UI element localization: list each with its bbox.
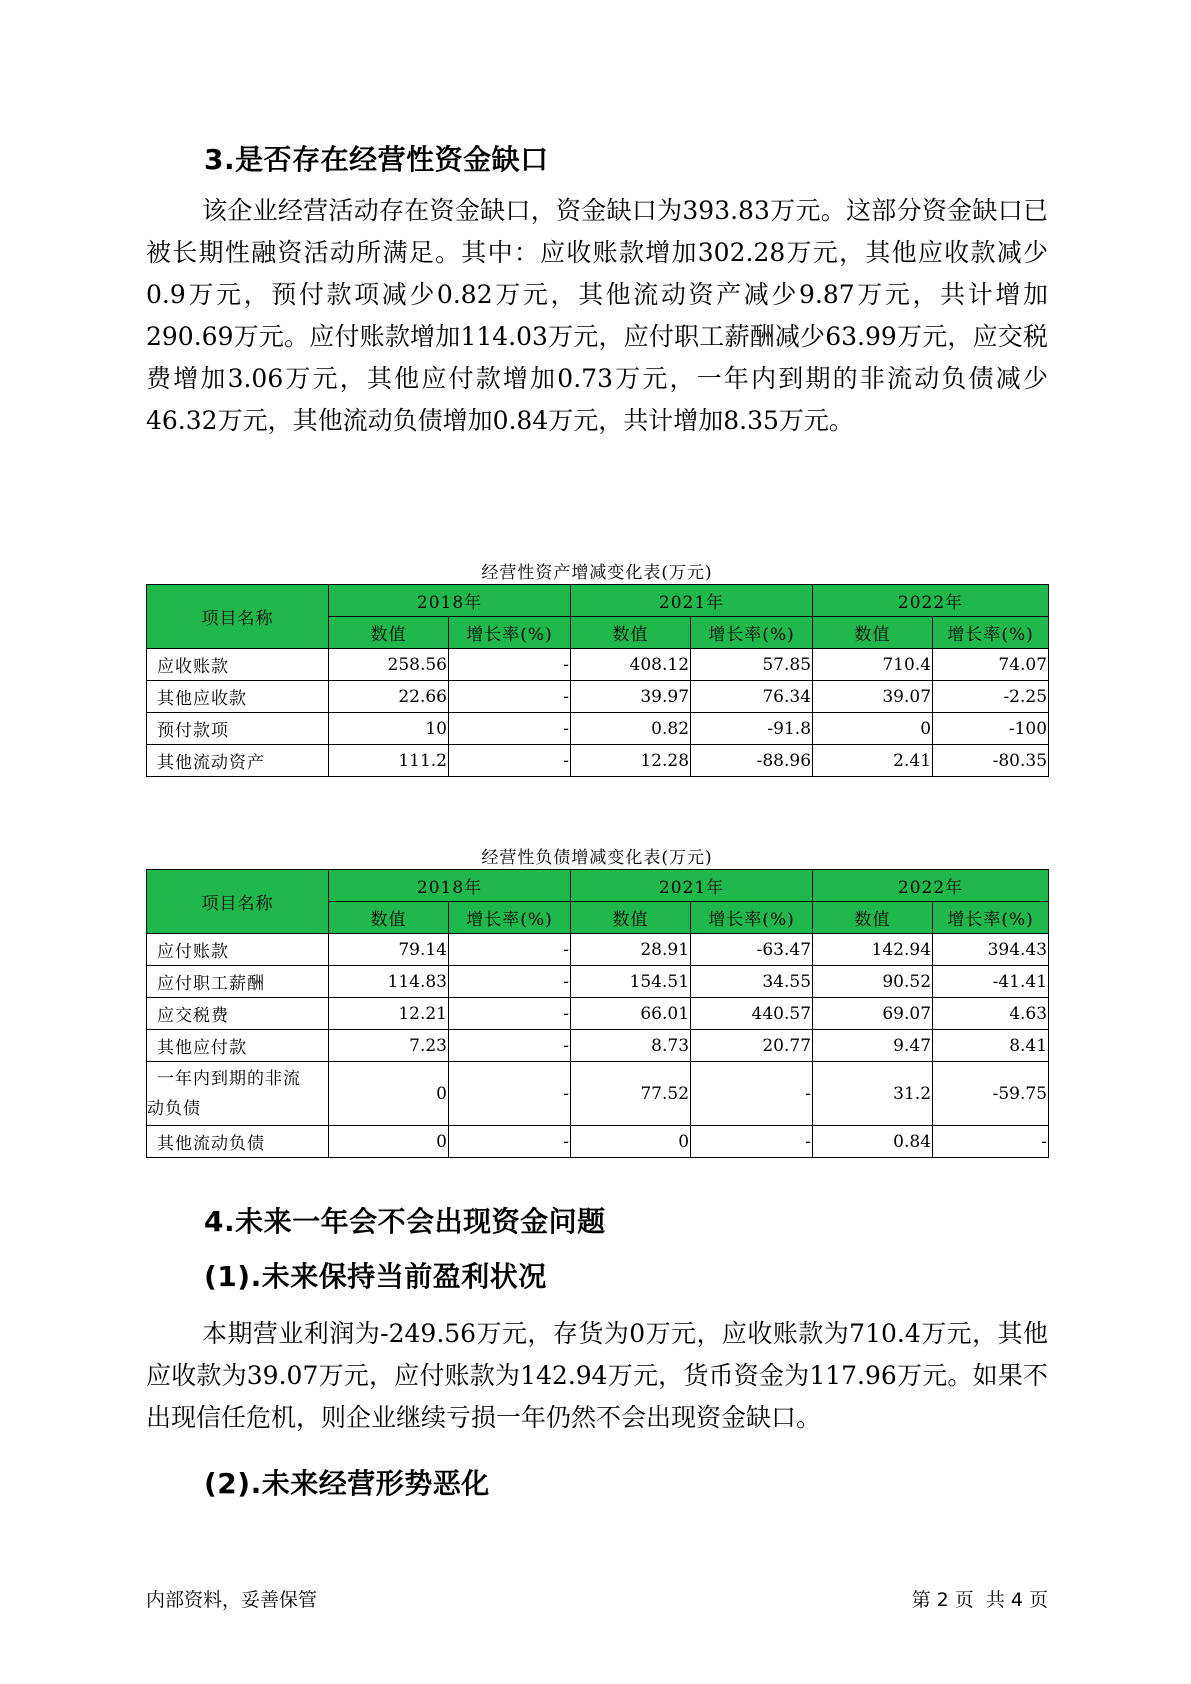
cell-value: 2.41 — [813, 745, 933, 777]
row-name: 预付款项 — [147, 713, 329, 745]
cell-value: 7.23 — [329, 1030, 449, 1062]
sub-value: 数值 — [329, 617, 449, 649]
section-3-paragraph: 该企业经营活动存在资金缺口，资金缺口为393.83万元。这部分资金缺口已被长期性融资活动所满足。其中：应收账款增加302.28万元，其他应收款减少0.9万元，预付款项减少0.82万元，其他流动资产减少9.87万元，共计增加290.69万元。应付账款增加114.03万元，应付职工薪酬减少63.99万元，应交税费增加3.06万元，其他应付款增加0.73万元，一年内到期的非流动负债减少46.32万元，其他流动负债增加0.84万元，共计增加8.35万元。 — [146, 196, 1048, 435]
liab-table — [146, 869, 1049, 1158]
cell-rate: 20.77 — [691, 1030, 813, 1062]
cell-value: 69.07 — [813, 998, 933, 1030]
cell-value: 154.51 — [571, 966, 691, 998]
cell-rate: -80.35 — [933, 745, 1049, 777]
row-name: 其他应收款 — [147, 681, 329, 713]
cell-rate: - — [449, 1030, 571, 1062]
cell-rate: - — [449, 649, 571, 681]
cell-value: 258.56 — [329, 649, 449, 681]
assets-table-caption: 经营性资产增减变化表(万元) — [481, 563, 713, 583]
cell-rate: 74.07 — [933, 649, 1049, 681]
cell-rate: - — [933, 1126, 1049, 1158]
cell-rate: - — [449, 681, 571, 713]
table-row — [147, 934, 1049, 966]
section-4-2-heading: (2).未来经营形势恶化 — [204, 1467, 490, 1500]
cell-value: 28.91 — [571, 934, 691, 966]
cell-rate: 8.41 — [933, 1030, 1049, 1062]
cell-value: 408.12 — [571, 649, 691, 681]
table-row — [147, 966, 1049, 998]
cell-value: 31.2 — [813, 1062, 933, 1126]
cell-rate: - — [449, 745, 571, 777]
year-2021: 2021年 — [571, 870, 813, 902]
cell-value: 0.82 — [571, 713, 691, 745]
col-item-name: 项目名称 — [147, 585, 329, 649]
year-2018: 2018年 — [329, 870, 571, 902]
sub-value: 数值 — [813, 617, 933, 649]
cell-value: 0.84 — [813, 1126, 933, 1158]
cell-rate: -59.75 — [933, 1062, 1049, 1126]
section-4-1-heading: (1).未来保持当前盈利状况 — [204, 1260, 547, 1293]
cell-rate: - — [449, 1126, 571, 1158]
cell-rate: - — [449, 934, 571, 966]
cell-rate: - — [449, 998, 571, 1030]
table-row — [147, 1030, 1049, 1062]
table-row — [147, 649, 1049, 681]
cell-value: 114.83 — [329, 966, 449, 998]
cell-value: 142.94 — [813, 934, 933, 966]
cell-rate: -88.96 — [691, 745, 813, 777]
section-4-heading: 4.未来一年会不会出现资金问题 — [204, 1205, 606, 1238]
cell-value: 77.52 — [571, 1062, 691, 1126]
cell-rate: - — [449, 966, 571, 998]
cell-value: 79.14 — [329, 934, 449, 966]
cell-value: 39.07 — [813, 681, 933, 713]
year-2022: 2022年 — [813, 585, 1049, 617]
table-row — [147, 713, 1049, 745]
liab-table-caption: 经营性负债增减变化表(万元) — [481, 848, 713, 868]
cell-rate: - — [691, 1126, 813, 1158]
liab-header-row — [147, 870, 1049, 902]
sub-rate: 增长率(%) — [691, 902, 813, 934]
sub-rate: 增长率(%) — [449, 617, 571, 649]
cell-value: 66.01 — [571, 998, 691, 1030]
cell-value: 111.2 — [329, 745, 449, 777]
cell-rate: 4.63 — [933, 998, 1049, 1030]
cell-rate: -100 — [933, 713, 1049, 745]
cell-value: 22.66 — [329, 681, 449, 713]
cell-value: 0 — [571, 1126, 691, 1158]
cell-value: 10 — [329, 713, 449, 745]
cell-rate: 394.43 — [933, 934, 1049, 966]
assets-header-row — [147, 585, 1049, 617]
section-4-1-paragraph: 本期营业利润为-249.56万元，存货为0万元，应收账款为710.4万元，其他应收款为39.07万元，应付账款为142.94万元，货币资金为117.96万元。如果不出现信任危机，则企业继续亏损一年仍然不会出现资金缺口。 — [146, 1319, 1048, 1432]
table-row — [147, 1126, 1049, 1158]
cell-value: 710.4 — [813, 649, 933, 681]
sub-value: 数值 — [813, 902, 933, 934]
sub-value: 数值 — [329, 902, 449, 934]
cell-rate: -41.41 — [933, 966, 1049, 998]
cell-rate: 34.55 — [691, 966, 813, 998]
year-2022: 2022年 — [813, 870, 1049, 902]
cell-rate: - — [449, 713, 571, 745]
footer-right: 第 2 页 共 4 页 — [911, 1589, 1048, 1611]
cell-value: 12.28 — [571, 745, 691, 777]
section-3-heading: 3.是否存在经营性资金缺口 — [204, 143, 549, 176]
row-name: 应付账款 — [147, 934, 329, 966]
sub-value: 数值 — [571, 617, 691, 649]
row-name: 其他流动资产 — [147, 745, 329, 777]
row-name-line-2: 动负债 — [147, 1098, 201, 1119]
cell-rate: 440.57 — [691, 998, 813, 1030]
cell-value: 9.47 — [813, 1030, 933, 1062]
cell-value: 0 — [329, 1062, 449, 1126]
row-name — [147, 1062, 329, 1126]
cell-rate: -91.8 — [691, 713, 813, 745]
cell-value: 90.52 — [813, 966, 933, 998]
cell-rate: - — [449, 1062, 571, 1126]
row-name: 应付职工薪酬 — [147, 966, 329, 998]
cell-rate: -63.47 — [691, 934, 813, 966]
sub-rate: 增长率(%) — [933, 902, 1049, 934]
cell-rate: -2.25 — [933, 681, 1049, 713]
sub-rate: 增长率(%) — [691, 617, 813, 649]
cell-rate: 57.85 — [691, 649, 813, 681]
sub-rate: 增长率(%) — [933, 617, 1049, 649]
table-row — [147, 745, 1049, 777]
table-row — [147, 998, 1049, 1030]
cell-rate: - — [691, 1062, 813, 1126]
year-2021: 2021年 — [571, 585, 813, 617]
year-2018: 2018年 — [329, 585, 571, 617]
row-name-line-1: 一年内到期的非流 — [157, 1068, 301, 1089]
table-row — [147, 1062, 1049, 1126]
row-name: 其他流动负债 — [147, 1126, 329, 1158]
cell-value: 0 — [813, 713, 933, 745]
row-name: 其他应付款 — [147, 1030, 329, 1062]
row-name: 应交税费 — [147, 998, 329, 1030]
cell-value: 39.97 — [571, 681, 691, 713]
cell-rate: 76.34 — [691, 681, 813, 713]
footer-left: 内部资料，妥善保管 — [146, 1589, 318, 1611]
sub-value: 数值 — [571, 902, 691, 934]
cell-value: 0 — [329, 1126, 449, 1158]
cell-value: 12.21 — [329, 998, 449, 1030]
col-item-name: 项目名称 — [147, 870, 329, 934]
assets-table — [146, 584, 1049, 777]
table-row — [147, 681, 1049, 713]
cell-value: 8.73 — [571, 1030, 691, 1062]
sub-rate: 增长率(%) — [449, 902, 571, 934]
row-name: 应收账款 — [147, 649, 329, 681]
